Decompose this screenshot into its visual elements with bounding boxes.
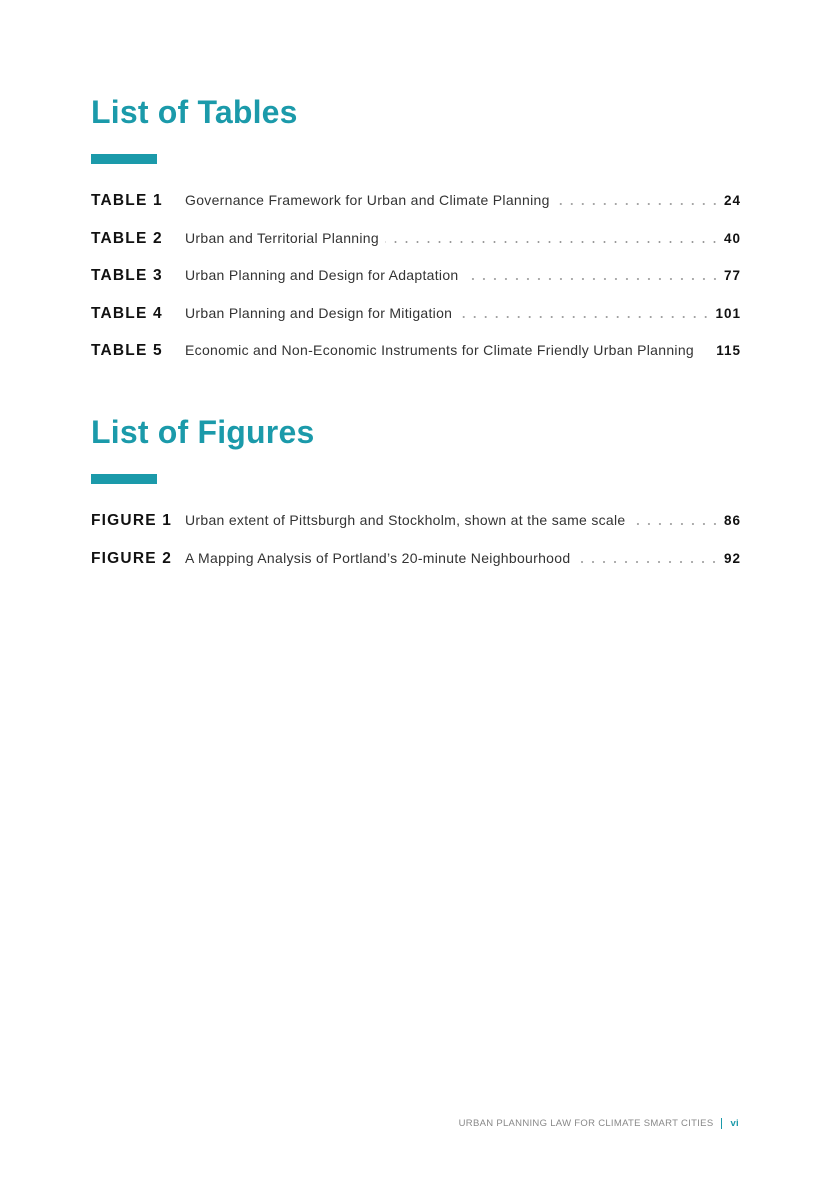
toc-entry-figure-1[interactable] xyxy=(91,512,741,550)
entry-title: Urban and Territorial Planning xyxy=(185,229,379,246)
entry-page-number: 77 xyxy=(723,268,741,283)
tables-list xyxy=(91,192,741,380)
dot-leader xyxy=(576,560,720,564)
entry-title: Economic and Non-Economic Instruments for Climate Friendly Urban Planning xyxy=(185,342,695,358)
list-of-tables-heading: List of Tables xyxy=(91,94,298,130)
dot-leader xyxy=(385,240,720,244)
footer-publication-title: URBAN PLANNING LAW FOR CLIMATE SMART CITIES xyxy=(458,1118,714,1129)
figures-list xyxy=(91,512,741,587)
entry-title: Urban extent of Pittsburgh and Stockholm, shown at the same scale xyxy=(185,512,626,528)
toc-entry-table-4[interactable] xyxy=(91,305,741,343)
page-footer xyxy=(459,1118,739,1129)
heading-accent-bar xyxy=(91,154,157,164)
list-of-tables-section xyxy=(91,92,741,380)
list-of-figures-heading: List of Figures xyxy=(91,414,315,450)
footer-divider xyxy=(721,1118,722,1129)
footer-page-number: vi xyxy=(730,1118,739,1129)
entry-label: FIGURE 2 xyxy=(91,549,173,567)
entry-page-number: 24 xyxy=(723,193,741,208)
entry-label: TABLE 5 xyxy=(91,342,163,359)
entry-page-number: 101 xyxy=(715,305,741,321)
entry-title: Governance Framework for Urban and Climate Planning xyxy=(185,192,550,208)
entry-label: TABLE 2 xyxy=(91,229,163,247)
entry-label: FIGURE 1 xyxy=(91,512,173,529)
entry-label: TABLE 1 xyxy=(91,192,163,209)
entry-page-number: 115 xyxy=(716,343,741,358)
toc-entry-table-5[interactable] xyxy=(91,342,741,380)
toc-entry-table-3[interactable] xyxy=(91,267,741,305)
entry-title: Urban Planning and Design for Adaptation xyxy=(185,267,459,283)
toc-entry-table-1[interactable] xyxy=(91,192,741,230)
entry-label: TABLE 3 xyxy=(91,267,163,284)
entry-page-number: 92 xyxy=(723,550,741,566)
dot-leader xyxy=(458,315,711,319)
toc-entry-figure-2[interactable] xyxy=(91,550,741,588)
dot-leader xyxy=(465,277,720,281)
dot-leader xyxy=(632,522,720,526)
dot-leader xyxy=(700,352,712,356)
entry-title: A Mapping Analysis of Portland’s 20-minute Neighbourhood xyxy=(185,549,571,566)
heading-accent-bar xyxy=(91,474,157,484)
toc-entry-table-2[interactable] xyxy=(91,230,741,268)
entry-label: TABLE 4 xyxy=(91,304,163,322)
entry-page-number: 86 xyxy=(723,513,741,528)
dot-leader xyxy=(556,202,720,206)
list-of-figures-section xyxy=(91,412,741,587)
entry-page-number: 40 xyxy=(723,230,741,246)
entry-title: Urban Planning and Design for Mitigation xyxy=(185,304,453,321)
